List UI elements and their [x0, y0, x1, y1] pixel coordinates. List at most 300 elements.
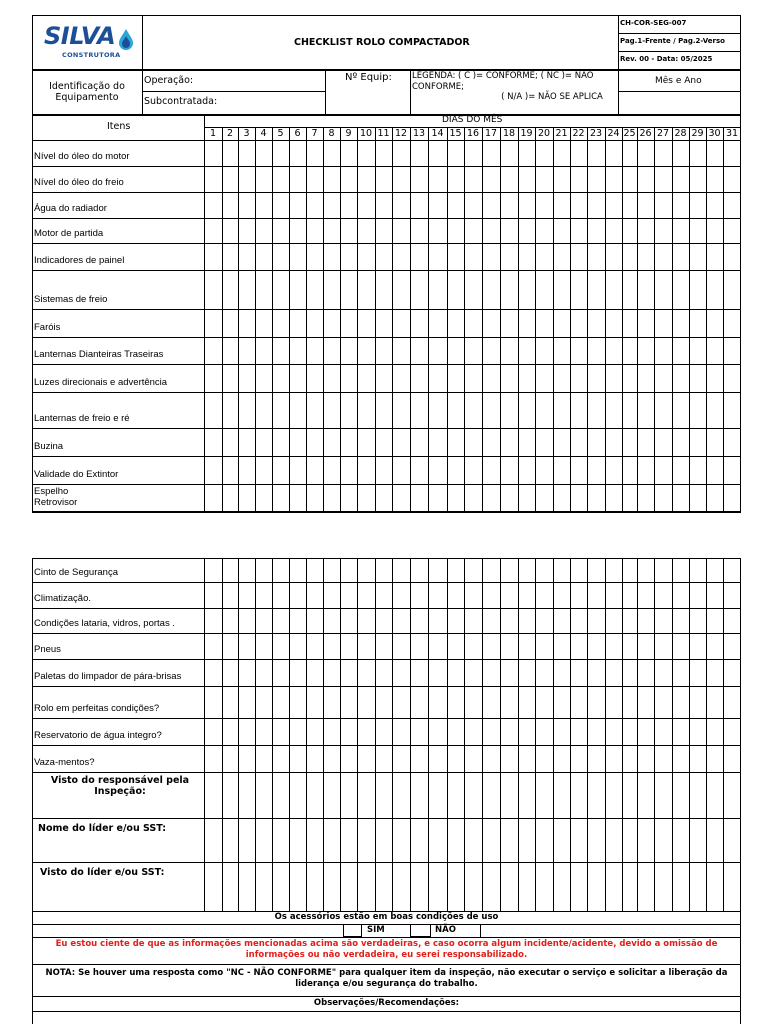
- check-cell[interactable]: [638, 634, 654, 659]
- check-cell[interactable]: [501, 141, 518, 166]
- check-cell[interactable]: [673, 219, 689, 243]
- check-cell[interactable]: [638, 660, 654, 686]
- check-cell[interactable]: [273, 193, 289, 218]
- check-cell[interactable]: [239, 271, 255, 309]
- check-cell[interactable]: [673, 746, 689, 772]
- check-cell[interactable]: [290, 393, 306, 428]
- check-cell[interactable]: [307, 687, 323, 718]
- check-cell[interactable]: [465, 193, 482, 218]
- check-cell[interactable]: [273, 429, 289, 456]
- check-cell[interactable]: [519, 365, 535, 392]
- check-cell[interactable]: [393, 559, 410, 582]
- check-cell[interactable]: [623, 271, 637, 309]
- check-cell[interactable]: [324, 485, 340, 512]
- check-cell[interactable]: [588, 141, 605, 166]
- check-cell[interactable]: [429, 219, 447, 243]
- check-cell[interactable]: [536, 310, 553, 337]
- check-cell[interactable]: [448, 609, 464, 633]
- check-cell[interactable]: [376, 271, 392, 309]
- check-cell[interactable]: [588, 167, 605, 192]
- check-cell[interactable]: [376, 193, 392, 218]
- check-cell[interactable]: [690, 193, 706, 218]
- check-cell[interactable]: [341, 141, 357, 166]
- check-cell[interactable]: [205, 746, 222, 772]
- check-cell[interactable]: [724, 746, 741, 772]
- check-cell[interactable]: [707, 141, 723, 166]
- check-cell[interactable]: [205, 634, 222, 659]
- check-cell[interactable]: [707, 219, 723, 243]
- check-cell[interactable]: [411, 429, 428, 456]
- check-cell[interactable]: [588, 746, 605, 772]
- check-cell[interactable]: [448, 719, 464, 745]
- check-cell[interactable]: [623, 660, 637, 686]
- check-cell[interactable]: [223, 687, 238, 718]
- check-cell[interactable]: [536, 559, 553, 582]
- check-cell[interactable]: [690, 141, 706, 166]
- check-cell[interactable]: [307, 365, 323, 392]
- check-cell[interactable]: [448, 393, 464, 428]
- check-cell[interactable]: [205, 583, 222, 608]
- check-cell[interactable]: [358, 244, 375, 270]
- check-cell[interactable]: [307, 559, 323, 582]
- check-cell[interactable]: [483, 193, 500, 218]
- check-cell[interactable]: [724, 719, 741, 745]
- check-cell[interactable]: [606, 429, 622, 456]
- check-cell[interactable]: [324, 719, 340, 745]
- check-cell[interactable]: [673, 244, 689, 270]
- check-cell[interactable]: [411, 559, 428, 582]
- check-cell[interactable]: [223, 141, 238, 166]
- check-cell[interactable]: [554, 141, 570, 166]
- check-cell[interactable]: [411, 271, 428, 309]
- check-cell[interactable]: [256, 393, 272, 428]
- check-cell[interactable]: [501, 719, 518, 745]
- check-cell[interactable]: [638, 609, 654, 633]
- check-cell[interactable]: [429, 559, 447, 582]
- check-cell[interactable]: [554, 687, 570, 718]
- check-cell[interactable]: [707, 746, 723, 772]
- check-cell[interactable]: [673, 687, 689, 718]
- check-cell[interactable]: [290, 719, 306, 745]
- check-cell[interactable]: [341, 609, 357, 633]
- check-cell[interactable]: [341, 310, 357, 337]
- check-cell[interactable]: [429, 393, 447, 428]
- check-cell[interactable]: [239, 559, 255, 582]
- check-cell[interactable]: [205, 687, 222, 718]
- check-cell[interactable]: [465, 609, 482, 633]
- check-cell[interactable]: [205, 429, 222, 456]
- check-cell[interactable]: [606, 485, 622, 512]
- check-cell[interactable]: [239, 167, 255, 192]
- check-cell[interactable]: [623, 141, 637, 166]
- check-cell[interactable]: [223, 338, 238, 364]
- check-cell[interactable]: [273, 485, 289, 512]
- check-cell[interactable]: [376, 583, 392, 608]
- check-cell[interactable]: [358, 310, 375, 337]
- check-cell[interactable]: [623, 365, 637, 392]
- check-cell[interactable]: [623, 634, 637, 659]
- check-cell[interactable]: [707, 559, 723, 582]
- check-cell[interactable]: [429, 719, 447, 745]
- check-cell[interactable]: [290, 457, 306, 484]
- check-cell[interactable]: [673, 485, 689, 512]
- check-cell[interactable]: [638, 457, 654, 484]
- check-cell[interactable]: [341, 583, 357, 608]
- check-cell[interactable]: [606, 338, 622, 364]
- check-cell[interactable]: [606, 609, 622, 633]
- check-cell[interactable]: [588, 719, 605, 745]
- check-cell[interactable]: [519, 719, 535, 745]
- check-cell[interactable]: [429, 310, 447, 337]
- check-cell[interactable]: [290, 687, 306, 718]
- check-cell[interactable]: [290, 193, 306, 218]
- check-cell[interactable]: [448, 271, 464, 309]
- check-cell[interactable]: [465, 167, 482, 192]
- check-cell[interactable]: [519, 429, 535, 456]
- check-cell[interactable]: [588, 687, 605, 718]
- check-cell[interactable]: [465, 271, 482, 309]
- check-cell[interactable]: [411, 634, 428, 659]
- check-cell[interactable]: [256, 583, 272, 608]
- check-cell[interactable]: [307, 719, 323, 745]
- check-cell[interactable]: [358, 609, 375, 633]
- check-cell[interactable]: [638, 429, 654, 456]
- check-cell[interactable]: [239, 365, 255, 392]
- check-cell[interactable]: [290, 271, 306, 309]
- check-cell[interactable]: [239, 660, 255, 686]
- check-cell[interactable]: [341, 559, 357, 582]
- check-cell[interactable]: [376, 634, 392, 659]
- check-cell[interactable]: [655, 193, 672, 218]
- check-cell[interactable]: [483, 167, 500, 192]
- check-cell[interactable]: [358, 719, 375, 745]
- check-cell[interactable]: [606, 365, 622, 392]
- check-cell[interactable]: [655, 429, 672, 456]
- check-cell[interactable]: [623, 746, 637, 772]
- check-cell[interactable]: [519, 559, 535, 582]
- check-cell[interactable]: [307, 457, 323, 484]
- check-cell[interactable]: [724, 457, 741, 484]
- check-cell[interactable]: [724, 634, 741, 659]
- check-cell[interactable]: [358, 393, 375, 428]
- check-cell[interactable]: [673, 660, 689, 686]
- check-cell[interactable]: [554, 660, 570, 686]
- check-cell[interactable]: [393, 583, 410, 608]
- check-cell[interactable]: [256, 429, 272, 456]
- check-cell[interactable]: [205, 310, 222, 337]
- check-cell[interactable]: [341, 634, 357, 659]
- check-cell[interactable]: [429, 271, 447, 309]
- check-cell[interactable]: [690, 167, 706, 192]
- check-cell[interactable]: [673, 393, 689, 428]
- check-cell[interactable]: [465, 559, 482, 582]
- check-cell[interactable]: [519, 746, 535, 772]
- check-cell[interactable]: [536, 660, 553, 686]
- check-cell[interactable]: [554, 365, 570, 392]
- check-cell[interactable]: [290, 429, 306, 456]
- check-cell[interactable]: [571, 687, 587, 718]
- check-cell[interactable]: [571, 660, 587, 686]
- check-cell[interactable]: [307, 141, 323, 166]
- check-cell[interactable]: [273, 746, 289, 772]
- check-cell[interactable]: [448, 559, 464, 582]
- check-cell[interactable]: [205, 393, 222, 428]
- check-cell[interactable]: [519, 193, 535, 218]
- check-cell[interactable]: [554, 559, 570, 582]
- check-cell[interactable]: [483, 141, 500, 166]
- check-cell[interactable]: [536, 485, 553, 512]
- check-cell[interactable]: [429, 167, 447, 192]
- check-cell[interactable]: [411, 457, 428, 484]
- check-cell[interactable]: [205, 609, 222, 633]
- check-cell[interactable]: [256, 167, 272, 192]
- check-cell[interactable]: [588, 485, 605, 512]
- check-cell[interactable]: [588, 244, 605, 270]
- check-cell[interactable]: [358, 338, 375, 364]
- check-cell[interactable]: [256, 660, 272, 686]
- check-cell[interactable]: [341, 193, 357, 218]
- check-cell[interactable]: [724, 365, 741, 392]
- check-cell[interactable]: [376, 746, 392, 772]
- check-cell[interactable]: [290, 746, 306, 772]
- check-cell[interactable]: [536, 429, 553, 456]
- check-cell[interactable]: [324, 167, 340, 192]
- check-cell[interactable]: [690, 485, 706, 512]
- check-cell[interactable]: [411, 338, 428, 364]
- check-cell[interactable]: [341, 660, 357, 686]
- check-cell[interactable]: [239, 634, 255, 659]
- check-cell[interactable]: [307, 167, 323, 192]
- check-cell[interactable]: [623, 393, 637, 428]
- check-cell[interactable]: [606, 141, 622, 166]
- check-cell[interactable]: [307, 583, 323, 608]
- check-cell[interactable]: [223, 365, 238, 392]
- check-cell[interactable]: [376, 559, 392, 582]
- check-cell[interactable]: [673, 193, 689, 218]
- check-cell[interactable]: [376, 141, 392, 166]
- check-cell[interactable]: [239, 244, 255, 270]
- check-cell[interactable]: [324, 338, 340, 364]
- check-cell[interactable]: [519, 609, 535, 633]
- check-cell[interactable]: [724, 244, 741, 270]
- check-cell[interactable]: [571, 365, 587, 392]
- check-cell[interactable]: [465, 634, 482, 659]
- check-cell[interactable]: [623, 719, 637, 745]
- check-cell[interactable]: [707, 393, 723, 428]
- check-cell[interactable]: [273, 219, 289, 243]
- check-cell[interactable]: [606, 457, 622, 484]
- check-cell[interactable]: [393, 634, 410, 659]
- check-cell[interactable]: [606, 219, 622, 243]
- check-cell[interactable]: [655, 746, 672, 772]
- check-cell[interactable]: [273, 141, 289, 166]
- check-cell[interactable]: [256, 219, 272, 243]
- check-cell[interactable]: [239, 719, 255, 745]
- check-cell[interactable]: [690, 559, 706, 582]
- check-cell[interactable]: [358, 583, 375, 608]
- check-cell[interactable]: [256, 457, 272, 484]
- check-cell[interactable]: [707, 609, 723, 633]
- check-cell[interactable]: [429, 365, 447, 392]
- check-cell[interactable]: [673, 634, 689, 659]
- check-cell[interactable]: [690, 365, 706, 392]
- check-cell[interactable]: [223, 244, 238, 270]
- check-cell[interactable]: [256, 193, 272, 218]
- check-cell[interactable]: [393, 310, 410, 337]
- check-cell[interactable]: [554, 338, 570, 364]
- check-cell[interactable]: [483, 244, 500, 270]
- check-cell[interactable]: [690, 634, 706, 659]
- check-cell[interactable]: [501, 609, 518, 633]
- check-cell[interactable]: [536, 244, 553, 270]
- check-cell[interactable]: [273, 719, 289, 745]
- check-cell[interactable]: [376, 429, 392, 456]
- check-cell[interactable]: [554, 746, 570, 772]
- check-cell[interactable]: [571, 271, 587, 309]
- check-cell[interactable]: [358, 634, 375, 659]
- check-cell[interactable]: [324, 219, 340, 243]
- check-cell[interactable]: [256, 609, 272, 633]
- check-cell[interactable]: [448, 365, 464, 392]
- check-cell[interactable]: [501, 310, 518, 337]
- check-cell[interactable]: [376, 687, 392, 718]
- check-cell[interactable]: [290, 167, 306, 192]
- check-cell[interactable]: [429, 634, 447, 659]
- check-cell[interactable]: [690, 219, 706, 243]
- check-cell[interactable]: [223, 746, 238, 772]
- check-cell[interactable]: [673, 365, 689, 392]
- check-cell[interactable]: [256, 271, 272, 309]
- check-cell[interactable]: [324, 310, 340, 337]
- check-cell[interactable]: [239, 746, 255, 772]
- check-cell[interactable]: [307, 338, 323, 364]
- check-cell[interactable]: [358, 457, 375, 484]
- check-cell[interactable]: [655, 271, 672, 309]
- check-cell[interactable]: [465, 485, 482, 512]
- check-cell[interactable]: [324, 244, 340, 270]
- check-cell[interactable]: [655, 310, 672, 337]
- check-cell[interactable]: [623, 457, 637, 484]
- check-cell[interactable]: [429, 485, 447, 512]
- check-cell[interactable]: [638, 746, 654, 772]
- check-cell[interactable]: [571, 719, 587, 745]
- check-cell[interactable]: [324, 457, 340, 484]
- check-cell[interactable]: [324, 687, 340, 718]
- check-cell[interactable]: [655, 687, 672, 718]
- check-cell[interactable]: [571, 559, 587, 582]
- check-cell[interactable]: [324, 365, 340, 392]
- check-cell[interactable]: [554, 634, 570, 659]
- check-cell[interactable]: [205, 338, 222, 364]
- check-cell[interactable]: [429, 244, 447, 270]
- check-cell[interactable]: [606, 167, 622, 192]
- check-cell[interactable]: [483, 660, 500, 686]
- check-cell[interactable]: [536, 687, 553, 718]
- check-cell[interactable]: [239, 583, 255, 608]
- check-cell[interactable]: [448, 429, 464, 456]
- check-cell[interactable]: [448, 485, 464, 512]
- check-cell[interactable]: [256, 634, 272, 659]
- check-cell[interactable]: [324, 393, 340, 428]
- check-cell[interactable]: [393, 271, 410, 309]
- check-cell[interactable]: [376, 609, 392, 633]
- check-cell[interactable]: [707, 193, 723, 218]
- check-cell[interactable]: [307, 244, 323, 270]
- check-cell[interactable]: [465, 141, 482, 166]
- check-cell[interactable]: [638, 719, 654, 745]
- check-cell[interactable]: [239, 141, 255, 166]
- check-cell[interactable]: [554, 271, 570, 309]
- check-cell[interactable]: [724, 583, 741, 608]
- check-cell[interactable]: [536, 746, 553, 772]
- check-cell[interactable]: [724, 310, 741, 337]
- check-cell[interactable]: [571, 167, 587, 192]
- check-cell[interactable]: [448, 193, 464, 218]
- check-cell[interactable]: [376, 338, 392, 364]
- check-cell[interactable]: [707, 167, 723, 192]
- check-cell[interactable]: [623, 244, 637, 270]
- check-cell[interactable]: [448, 457, 464, 484]
- check-cell[interactable]: [341, 393, 357, 428]
- check-cell[interactable]: [429, 141, 447, 166]
- check-cell[interactable]: [411, 244, 428, 270]
- check-cell[interactable]: [554, 429, 570, 456]
- check-cell[interactable]: [341, 719, 357, 745]
- check-cell[interactable]: [690, 338, 706, 364]
- check-cell[interactable]: [536, 167, 553, 192]
- check-cell[interactable]: [273, 457, 289, 484]
- check-cell[interactable]: [606, 583, 622, 608]
- check-cell[interactable]: [536, 609, 553, 633]
- check-cell[interactable]: [273, 310, 289, 337]
- check-cell[interactable]: [324, 429, 340, 456]
- check-cell[interactable]: [223, 609, 238, 633]
- check-cell[interactable]: [554, 244, 570, 270]
- check-cell[interactable]: [588, 365, 605, 392]
- check-cell[interactable]: [724, 485, 741, 512]
- check-cell[interactable]: [307, 634, 323, 659]
- check-cell[interactable]: [273, 167, 289, 192]
- check-cell[interactable]: [239, 485, 255, 512]
- check-cell[interactable]: [273, 559, 289, 582]
- check-cell[interactable]: [501, 393, 518, 428]
- check-cell[interactable]: [690, 271, 706, 309]
- check-cell[interactable]: [483, 485, 500, 512]
- check-cell[interactable]: [324, 660, 340, 686]
- check-cell[interactable]: [638, 271, 654, 309]
- check-cell[interactable]: [448, 167, 464, 192]
- check-cell[interactable]: [273, 660, 289, 686]
- check-cell[interactable]: [501, 660, 518, 686]
- check-cell[interactable]: [483, 634, 500, 659]
- check-cell[interactable]: [690, 310, 706, 337]
- check-cell[interactable]: [483, 365, 500, 392]
- check-cell[interactable]: [588, 429, 605, 456]
- check-cell[interactable]: [588, 457, 605, 484]
- check-cell[interactable]: [483, 687, 500, 718]
- check-cell[interactable]: [290, 219, 306, 243]
- check-cell[interactable]: [393, 660, 410, 686]
- check-cell[interactable]: [571, 338, 587, 364]
- check-cell[interactable]: [465, 365, 482, 392]
- check-cell[interactable]: [448, 660, 464, 686]
- check-cell[interactable]: [707, 687, 723, 718]
- check-cell[interactable]: [536, 634, 553, 659]
- check-cell[interactable]: [638, 219, 654, 243]
- check-cell[interactable]: [673, 338, 689, 364]
- check-cell[interactable]: [690, 583, 706, 608]
- check-cell[interactable]: [623, 219, 637, 243]
